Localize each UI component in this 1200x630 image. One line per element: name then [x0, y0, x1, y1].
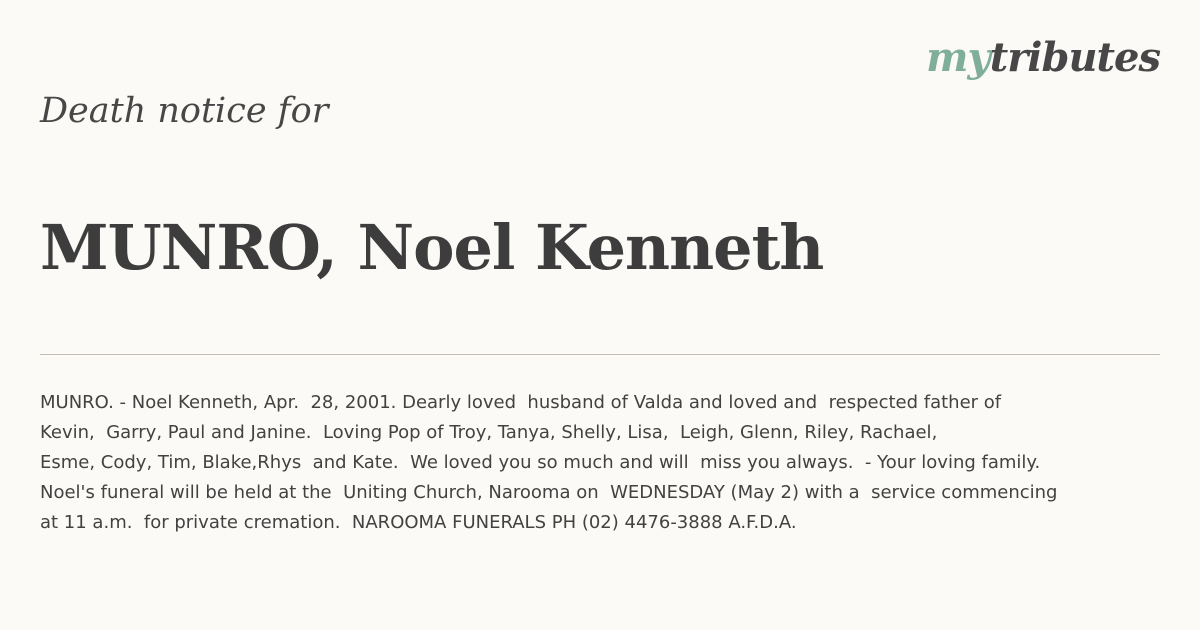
mytributes-logo[interactable]	[926, 34, 1160, 82]
notice-body-line: MUNRO. - Noel Kenneth, Apr. 28, 2001. Dearly loved husband of Valda and loved and respected father of	[40, 392, 1002, 413]
notice-body-line: Esme, Cody, Tim, Blake,Rhys and Kate. We loved you so much and will miss you always. - Your loving family.	[40, 452, 1041, 473]
notice-body	[40, 388, 1160, 538]
notice-body-line: at 11 a.m. for private cremation. NAROOMA FUNERALS PH (02) 4476-3888 A.F.D.A.	[40, 512, 797, 533]
deceased-name: MUNRO, Noel Kenneth	[40, 211, 824, 284]
divider	[40, 354, 1160, 355]
notice-kicker: Death notice for	[40, 91, 329, 131]
logo-my-text: my	[926, 34, 990, 81]
notice-body-line: Kevin, Garry, Paul and Janine. Loving Pop of Troy, Tanya, Shelly, Lisa, Leigh, Glenn, Riley, Rachael,	[40, 422, 938, 443]
logo-tributes-text: tributes	[989, 34, 1160, 81]
notice-body-line: Noel's funeral will be held at the Uniting Church, Narooma on WEDNESDAY (May 2) with a service commencing	[40, 482, 1058, 503]
